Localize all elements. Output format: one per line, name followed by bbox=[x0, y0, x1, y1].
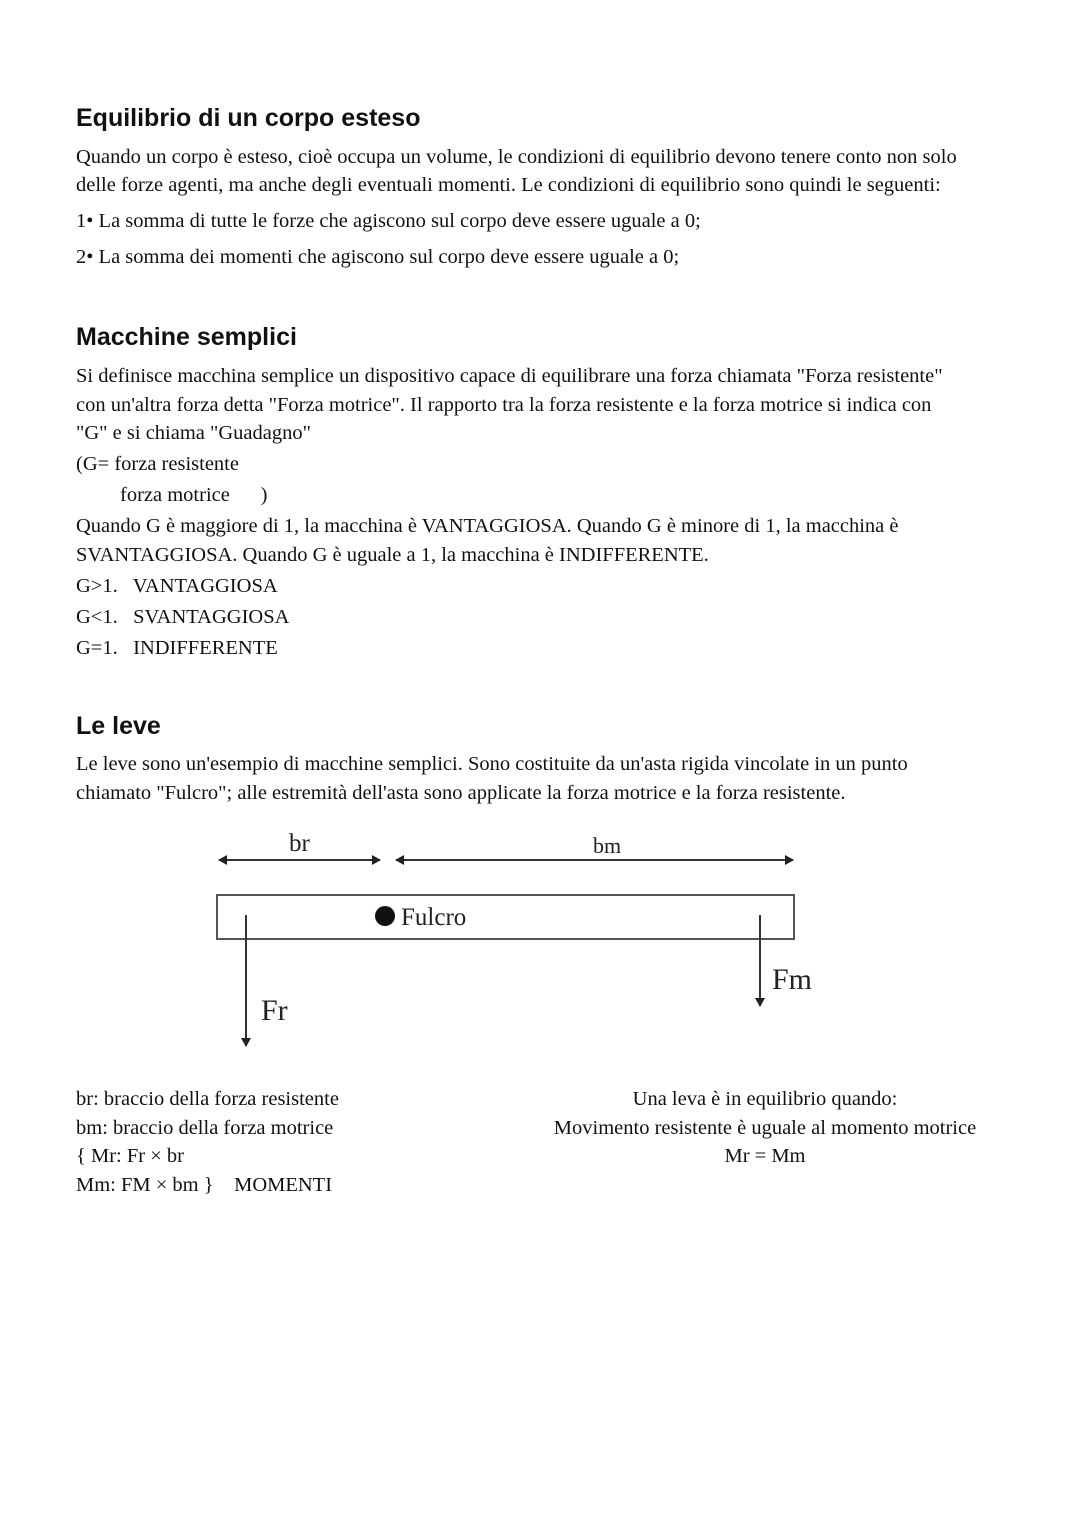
formula-numerator: (G= forza resistente bbox=[76, 453, 239, 475]
legend-line: bm: braccio della forza motrice bbox=[76, 1117, 334, 1139]
equilibrium-line: Movimento resistente è uguale al momento motrice bbox=[553, 1117, 977, 1139]
heading-le-leve: Le leve bbox=[76, 712, 161, 740]
paragraph-line: delle forze agenti, ma anche degli eventuali momenti. Le condizioni di equilibrio sono quindi le seguenti: bbox=[76, 174, 941, 196]
paragraph-line: "G" e si chiama "Guadagno" bbox=[76, 422, 311, 444]
heading-equilibrio: Equilibrio di un corpo esteso bbox=[76, 104, 421, 132]
legend-line: br: braccio della forza resistente bbox=[76, 1088, 339, 1110]
rule-line: G=1. INDIFFERENTE bbox=[76, 637, 278, 659]
rule-line: G<1. SVANTAGGIOSA bbox=[76, 606, 290, 628]
list-item: 2• La somma dei momenti che agiscono sul corpo deve essere uguale a 0; bbox=[76, 246, 680, 268]
rule-line: G>1. VANTAGGIOSA bbox=[76, 575, 278, 597]
fulcrum-label: Fulcro bbox=[401, 904, 467, 931]
paragraph-line: Quando un corpo è esteso, cioè occupa un volume, le condizioni di equilibrio devono tenere conto non solo bbox=[76, 146, 957, 168]
equilibrium-line: Una leva è in equilibrio quando: bbox=[632, 1088, 898, 1110]
br-label: br bbox=[289, 830, 310, 857]
fulcrum-dot bbox=[375, 906, 395, 926]
lever-bar bbox=[217, 895, 794, 939]
list-item: 1• La somma di tutte le forze che agiscono sul corpo deve essere uguale a 0; bbox=[76, 210, 701, 232]
fr-label: Fr bbox=[261, 994, 288, 1027]
legend-line: { Mr: Fr × br bbox=[76, 1145, 184, 1167]
paragraph-line: chiamato "Fulcro"; alle estremità dell'asta sono applicate la forza motrice e la forza resistente. bbox=[76, 782, 846, 804]
equilibrium-formula: Mr = Mm bbox=[724, 1145, 806, 1167]
bm-label: bm bbox=[593, 833, 622, 858]
paragraph-line: SVANTAGGIOSA. Quando G è uguale a 1, la macchina è INDIFFERENTE. bbox=[76, 544, 709, 566]
paragraph-line: con un'altra forza detta "Forza motrice". Il rapporto tra la forza resistente e la forza motrice si indica con bbox=[76, 394, 932, 416]
paragraph-line: Quando G è maggiore di 1, la macchina è VANTAGGIOSA. Quando G è minore di 1, la macchina è bbox=[76, 515, 899, 537]
fm-label: Fm bbox=[772, 963, 813, 996]
heading-macchine-semplici: Macchine semplici bbox=[76, 323, 297, 351]
formula-denominator: forza motrice ) bbox=[120, 484, 268, 506]
paragraph-line: Le leve sono un'esempio di macchine semplici. Sono costituite da un'asta rigida vincolate in un punto bbox=[76, 753, 908, 775]
legend-line: Mm: FM × bm } MOMENTI bbox=[76, 1174, 333, 1196]
paragraph-line: Si definisce macchina semplice un dispositivo capace di equilibrare una forza chiamata "Forza resistente" bbox=[76, 365, 943, 387]
